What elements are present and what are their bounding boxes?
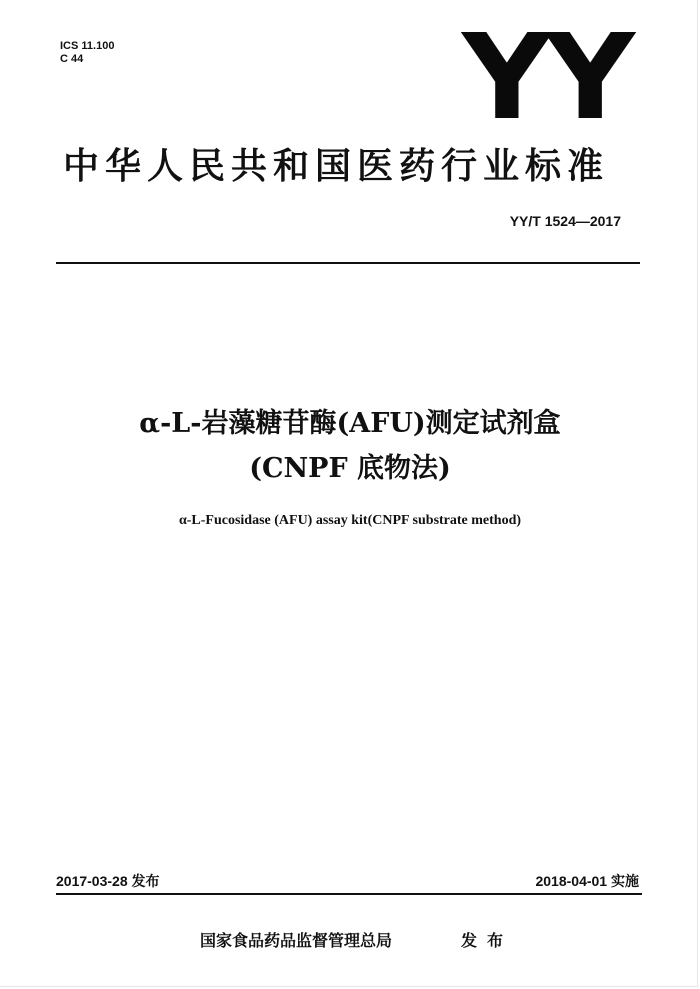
ccs-code: C 44 [60, 53, 84, 65]
issuing-authority: 国家食品药品监督管理总局 [200, 931, 393, 950]
standard-number: YY/T 1524—2017 [509, 213, 621, 229]
header-divider [56, 262, 640, 264]
standard-category-title: 中华人民共和国医药行业标准 [63, 146, 610, 187]
publish-date: 2017-03-28 发布 [56, 873, 160, 889]
footer-divider [56, 893, 642, 895]
chinese-title-line-2: (CNPF 底物法) [249, 453, 451, 484]
ics-code: ICS 11.100 [60, 40, 115, 52]
yy-logo: YY [462, 8, 629, 146]
implement-date: 2018-04-01 实施 [535, 873, 639, 889]
issue-label: 发布 [461, 931, 514, 950]
english-title: α-L-Fucosidase (AFU) assay kit(CNPF substrate method) [178, 513, 522, 528]
classification-codes [60, 40, 114, 66]
chinese-title-line-1: α-L-岩藻糖苷酶(AFU)测定试剂盒 [139, 408, 561, 439]
